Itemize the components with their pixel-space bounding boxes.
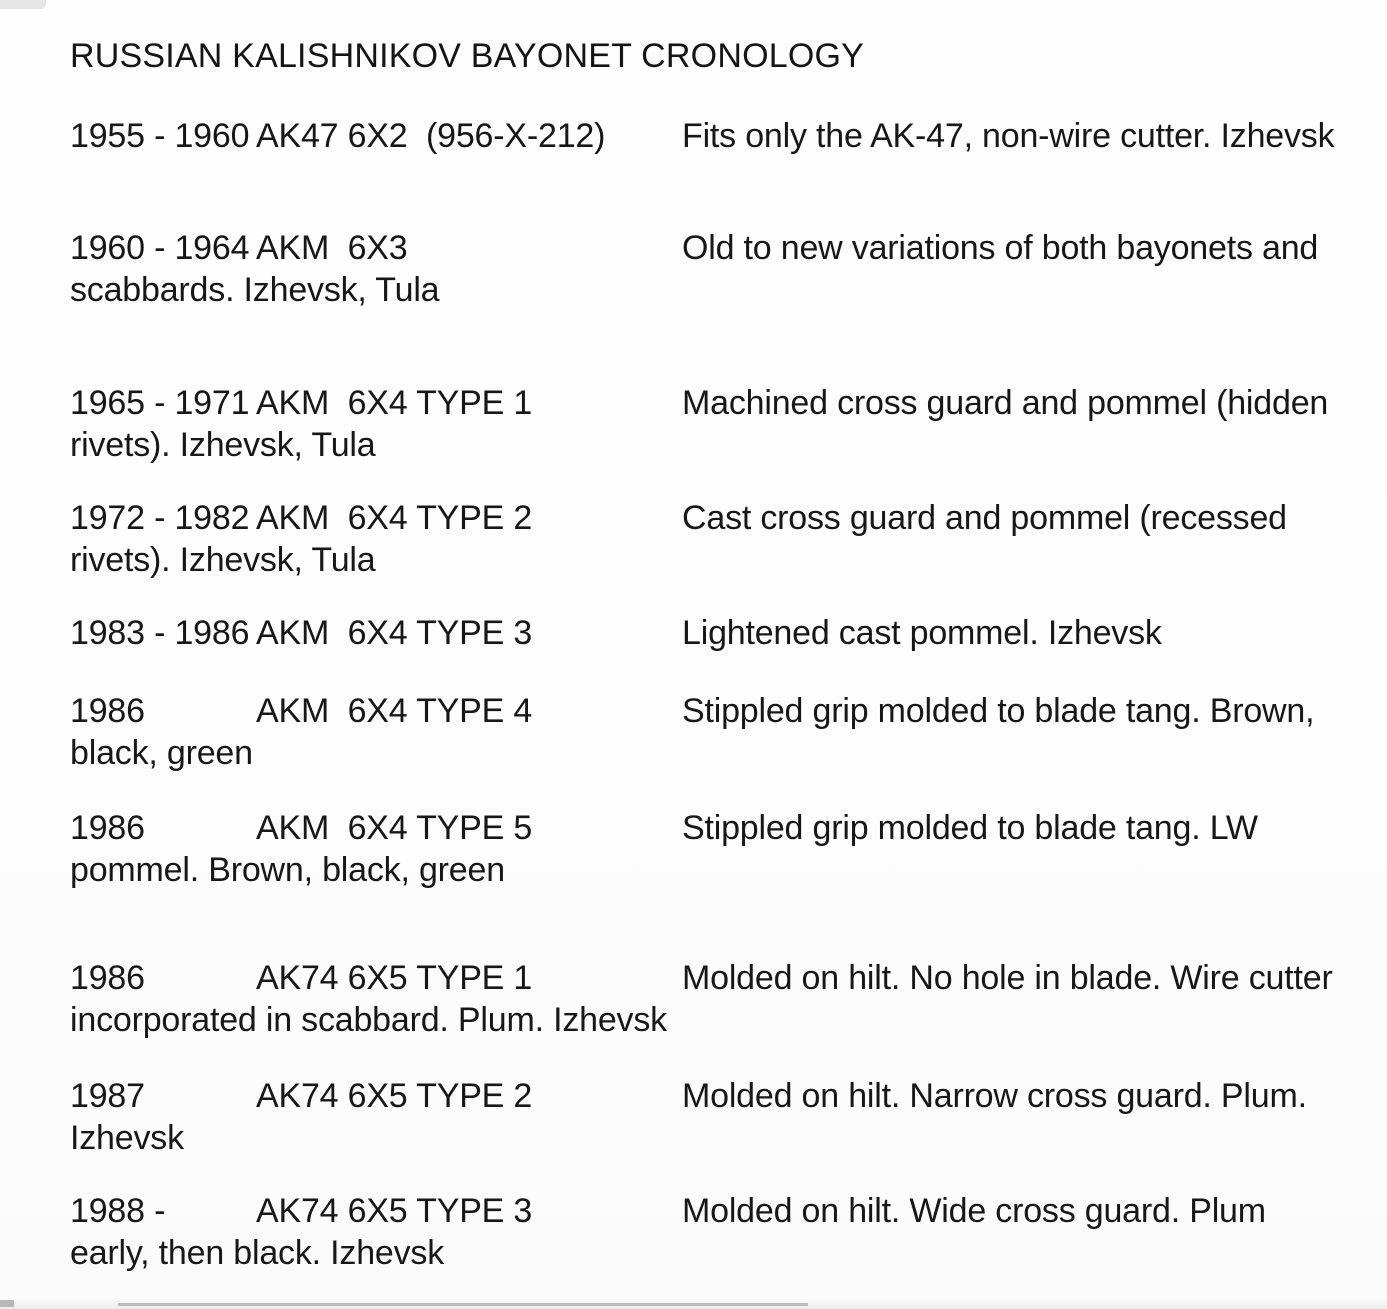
- chronology-entry: [70, 961, 1357, 1045]
- entry-description: Cast cross guard and pommel (recessed: [682, 499, 1287, 537]
- chronology-entry: [70, 119, 1357, 203]
- entry-model: AKM 6X4 TYPE 2: [256, 499, 533, 537]
- document-title: RUSSIAN KALISHNIKOV BAYONET CRONOLOGY: [70, 37, 864, 75]
- chronology-entry: [70, 694, 1357, 778]
- entry-model: AK74 6X5 TYPE 2: [256, 1077, 533, 1115]
- entry-model: AK47 6X2 (956-X-212): [256, 117, 606, 155]
- entry-description: Stippled grip molded to blade tang. Brown,: [682, 692, 1315, 730]
- entry-model: AKM 6X3: [256, 229, 408, 267]
- entry-description: Lightened cast pommel. Izhevsk: [682, 614, 1162, 652]
- entry-years: 1987: [70, 1077, 145, 1115]
- chronology-entry: [70, 231, 1357, 315]
- entry-model: AKM 6X4 TYPE 5: [256, 809, 533, 847]
- chronology-entry: [70, 811, 1357, 895]
- entry-description: Machined cross guard and pommel (hidden: [682, 384, 1329, 422]
- entry-continuation: pommel. Brown, black, green: [70, 851, 505, 889]
- entry-continuation: incorporated in scabbard. Plum. Izhevsk: [70, 1001, 667, 1039]
- entry-model: AK74 6X5 TYPE 3: [256, 1192, 533, 1230]
- entry-years: 1986: [70, 809, 145, 847]
- entry-years: 1983 - 1986: [70, 614, 250, 652]
- entry-years: 1988 -: [70, 1192, 166, 1230]
- entry-continuation: early, then black. Izhevsk: [70, 1234, 445, 1272]
- entry-years: 1955 - 1960: [70, 117, 250, 155]
- chronology-entry: [70, 501, 1357, 585]
- entry-continuation: black, green: [70, 734, 253, 772]
- entry-model: AK74 6X5 TYPE 1: [256, 959, 533, 997]
- chronology-entry: [70, 616, 1357, 700]
- entry-description: Fits only the AK-47, non-wire cutter. Izhevsk: [682, 117, 1335, 155]
- chronology-entry: [70, 386, 1357, 470]
- entry-continuation: rivets). Izhevsk, Tula: [70, 426, 376, 464]
- scan-artifact-bottom-haze: [0, 1298, 1387, 1309]
- entry-description: Molded on hilt. No hole in blade. Wire cutter: [682, 959, 1333, 997]
- entry-years: 1986: [70, 959, 145, 997]
- entry-model: AKM 6X4 TYPE 1: [256, 384, 533, 422]
- entry-years: 1986: [70, 692, 145, 730]
- scan-artifact-corner-chip: [0, 1300, 14, 1307]
- entry-description: Molded on hilt. Narrow cross guard. Plum.: [682, 1077, 1307, 1115]
- entry-continuation: scabbards. Izhevsk, Tula: [70, 271, 440, 309]
- entry-description: Old to new variations of both bayonets and: [682, 229, 1319, 267]
- entry-description: Molded on hilt. Wide cross guard. Plum: [682, 1192, 1266, 1230]
- entry-years: 1965 - 1971: [70, 384, 250, 422]
- entry-years: 1972 - 1982: [70, 499, 250, 537]
- scan-artifact-bottom-line: [118, 1303, 808, 1306]
- entry-model: AKM 6X4 TYPE 3: [256, 614, 533, 652]
- entry-continuation: rivets). Izhevsk, Tula: [70, 541, 376, 579]
- entry-model: AKM 6X4 TYPE 4: [256, 692, 533, 730]
- entry-years: 1960 - 1964: [70, 229, 250, 267]
- entry-continuation: Izhevsk: [70, 1119, 184, 1157]
- entry-description: Stippled grip molded to blade tang. LW: [682, 809, 1258, 847]
- chronology-entry: [70, 1194, 1357, 1278]
- scan-artifact-top-smudge: [0, 0, 46, 9]
- chronology-entry: [70, 1079, 1357, 1163]
